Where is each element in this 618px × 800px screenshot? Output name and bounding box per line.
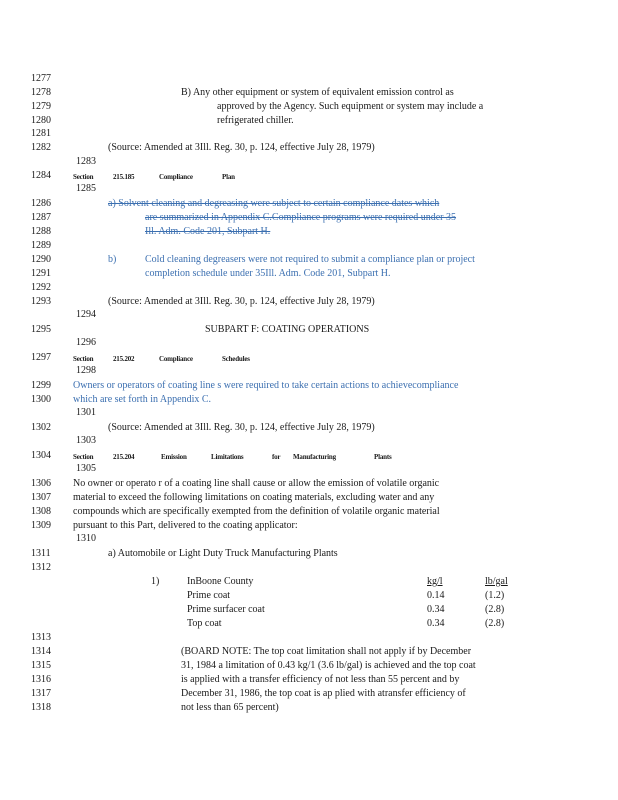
- no-owner-line: material to exceed the following limitations on coating materials, excluding water and any: [73, 492, 435, 503]
- para-b-line: refrigerated chiller.: [217, 115, 294, 126]
- line-number: 1301: [76, 407, 96, 418]
- para-b-line: B) Any other equipment or system of equivalent emission control as: [181, 87, 454, 98]
- line-number: 1303: [76, 435, 96, 446]
- subpart-heading: SUBPART F: COATING OPERATIONS: [205, 324, 370, 335]
- section-number: 215.202: [113, 355, 135, 363]
- line-number: 1309: [31, 520, 51, 531]
- line-number: 1294: [76, 309, 96, 320]
- line-number: 1293: [31, 296, 51, 307]
- line-number: 1282: [31, 142, 51, 153]
- table-row-label: Prime coat: [187, 590, 231, 601]
- line-number: 1305: [76, 463, 96, 474]
- line-number: 1279: [31, 101, 51, 112]
- line-number: 1304: [31, 450, 51, 461]
- line-number: 1307: [31, 492, 51, 503]
- struck-text-line: are summarized in Appendix C.Compliance programs were required under 35: [145, 212, 457, 223]
- line-number: 1277: [31, 73, 51, 84]
- table-cell-lb: (2.8): [485, 618, 505, 629]
- table-cell-kg: 0.34: [427, 604, 445, 615]
- para-b-line: approved by the Agency. Such equipment or system may include a: [217, 101, 484, 112]
- source-note: (Source: Amended at 3Ill. Reg. 30, p. 124, effective July 28, 1979): [108, 142, 375, 153]
- item-b-line: completion schedule under 35Ill. Adm. Code 201, Subpart H.: [145, 268, 391, 279]
- section-title: Limitations: [211, 453, 244, 461]
- line-number: 1308: [31, 506, 51, 517]
- section-title: Plan: [222, 173, 235, 181]
- line-number: 1300: [31, 394, 51, 405]
- column-header-lb: lb/gal: [485, 576, 508, 587]
- item-b-line: Cold cleaning degreasers were not required to submit a compliance plan or project: [145, 254, 475, 265]
- line-number: 1315: [31, 660, 51, 671]
- item-marker: b): [108, 254, 117, 265]
- line-number: 1288: [31, 226, 51, 237]
- section-number: 215.185: [113, 173, 135, 181]
- no-owner-line: pursuant to this Part, delivered to the coating applicator:: [73, 520, 298, 531]
- line-number: 1284: [31, 170, 51, 181]
- line-number: 1291: [31, 268, 51, 279]
- section-label: Section: [73, 173, 94, 181]
- section-title: for: [272, 453, 281, 461]
- line-number: 1299: [31, 380, 51, 391]
- struck-text-line: Ill. Adm. Code 201, Subpart H.: [145, 226, 271, 237]
- table-cell-lb: (1.2): [485, 590, 505, 601]
- line-number: 1296: [76, 337, 96, 348]
- line-number: 1318: [31, 702, 51, 713]
- column-header-kg: kg/l: [427, 576, 443, 587]
- board-note-line: December 31, 1986, the top coat is ap plied with atransfer efficiency of: [181, 688, 466, 699]
- section-title: Manufacturing: [293, 453, 336, 461]
- table-marker: 1): [151, 576, 160, 587]
- section-title: Compliance: [159, 173, 193, 181]
- line-number: 1316: [31, 674, 51, 685]
- source-note: (Source: Amended at 3Ill. Reg. 30, p. 124, effective July 28, 1979): [108, 296, 375, 307]
- board-note-line: is applied with a transfer efficiency of not less than 55 percent and by: [181, 674, 460, 685]
- line-number: 1289: [31, 240, 51, 251]
- line-number: 1313: [31, 632, 51, 643]
- struck-text-line: a) Solvent cleaning and degreasing were subject to certain compliance dates which: [108, 198, 440, 209]
- section-title: Plants: [374, 453, 392, 461]
- board-note-line: 31, 1984 a limitation of 0.43 kg/1 (3.6 lb/gal) is achieved and the top coat: [181, 660, 476, 671]
- automobile-item: a) Automobile or Light Duty Truck Manufacturing Plants: [108, 548, 338, 559]
- no-owner-line: No owner or operato r of a coating line shall cause or allow the emission of volatile organic: [73, 478, 440, 489]
- line-number: 1312: [31, 562, 51, 573]
- line-number: 1306: [31, 478, 51, 489]
- table-cell-lb: (2.8): [485, 604, 505, 615]
- board-note-line: (BOARD NOTE: The top coat limitation shall not apply if by December: [181, 646, 472, 657]
- line-number: 1286: [31, 198, 51, 209]
- table-cell-kg: 0.14: [427, 590, 445, 601]
- no-owner-line: compounds which are specifically exempted from the definition of volatile organic material: [73, 506, 440, 517]
- section-title: Emission: [161, 453, 187, 461]
- line-number: 1310: [76, 533, 96, 544]
- section-label: Section: [73, 355, 94, 363]
- line-number: 1314: [31, 646, 51, 657]
- board-note-line: not less than 65 percent): [181, 702, 279, 713]
- line-number: 1295: [31, 324, 51, 335]
- line-number: 1290: [31, 254, 51, 265]
- section-number: 215.204: [113, 453, 135, 461]
- line-number: 1285: [76, 183, 96, 194]
- county-label: InBoone County: [187, 576, 254, 587]
- line-number: 1292: [31, 282, 51, 293]
- section-title: Compliance: [159, 355, 193, 363]
- table-row-label: Prime surfacer coat: [187, 604, 265, 615]
- source-note: (Source: Amended at 3Ill. Reg. 30, p. 124, effective July 28, 1979): [108, 422, 375, 433]
- line-number: 1280: [31, 115, 51, 126]
- owners-line: Owners or operators of coating line s were required to take certain actions to achievecompliance: [73, 380, 459, 391]
- line-number: 1281: [31, 128, 51, 139]
- line-number: 1283: [76, 156, 96, 167]
- line-number: 1311: [31, 548, 51, 559]
- section-label: Section: [73, 453, 94, 461]
- line-number: 1298: [76, 365, 96, 376]
- line-number: 1302: [31, 422, 51, 433]
- line-number: 1297: [31, 352, 51, 363]
- line-number: 1317: [31, 688, 51, 699]
- line-number: 1278: [31, 87, 51, 98]
- table-row-label: Top coat: [187, 618, 222, 629]
- table-cell-kg: 0.34: [427, 618, 445, 629]
- section-title: Schedules: [222, 355, 250, 363]
- owners-line: which are set forth in Appendix C.: [73, 394, 212, 405]
- line-number: 1287: [31, 212, 51, 223]
